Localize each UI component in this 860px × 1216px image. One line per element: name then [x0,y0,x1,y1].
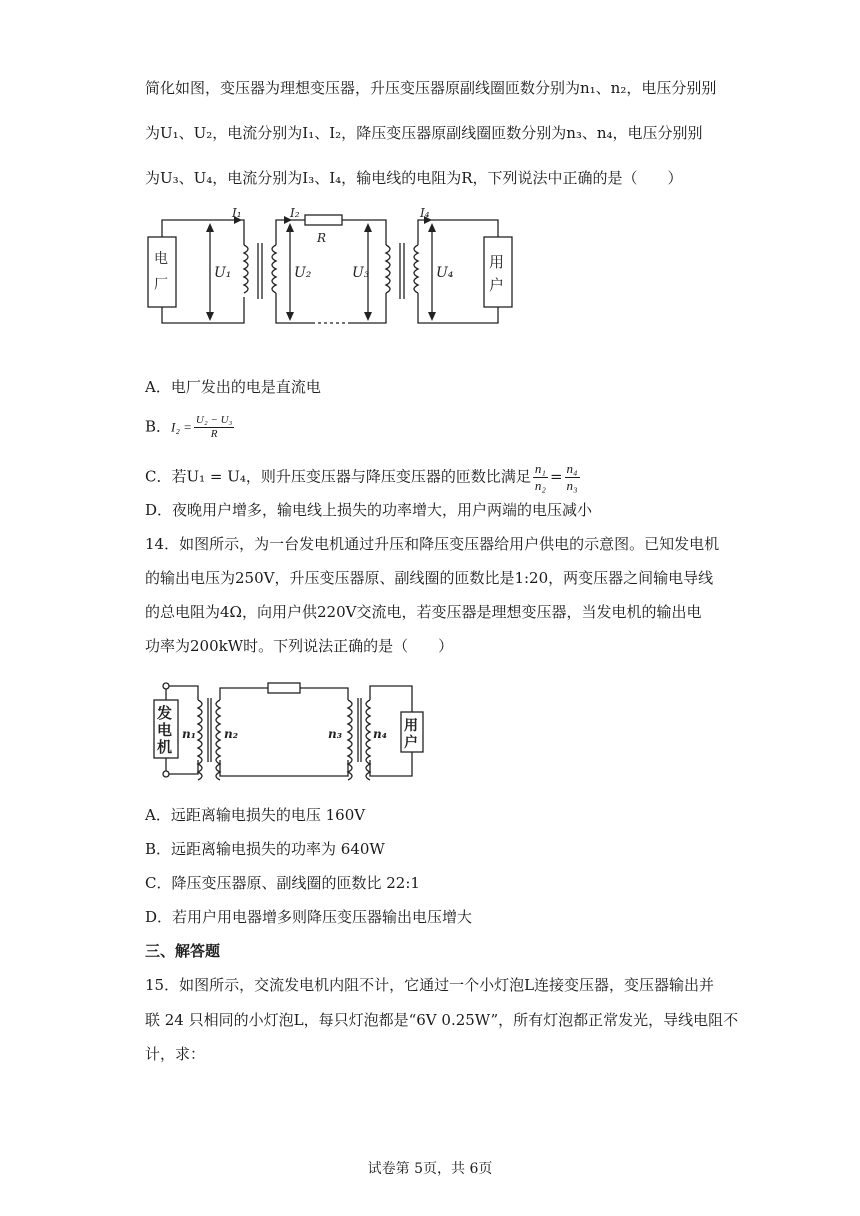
intro-line-2: 为U₁、U₂，电流分别为I₁、I₂，降压变压器原副线圈匝数分别为n₃、n₄，电压分别别 [145,124,703,142]
page-footer: 试卷第 5页，共 6页 [367,1161,493,1177]
q14-line-3: 的总电阻为4Ω，向用户供220V交流电，若变压器是理想变压器，当发电机的输出电 [145,603,702,621]
power-plant-box [148,237,176,307]
q14-option-a: A．远距离输电损失的电压 160V [145,806,366,824]
q13-option-b-lhs: I₂ = [171,419,192,435]
q14-line-2: 的输出电压为250V，升压变压器原、副线圈的匝数比是1:20，两变压器之间输电导线 [145,569,714,587]
label-U1: U₁ [214,265,232,281]
q13-c-den1: n₂ [534,478,546,493]
q13-option-b-denominator: R [210,428,218,440]
user-char-2: 户 [489,276,505,294]
label-U2: U₂ [294,265,312,281]
q13-c-eq: = [549,467,563,486]
q13-c-den2: n₃ [566,478,578,493]
gen-char-1: 发 [157,704,173,722]
intro-line-3: 为U₃、U₄，电流分别为I₃、I₄，输电线的电阻为R，下列说法中正确的是（ ） [145,169,683,187]
q15-line-3: 计，求： [145,1045,206,1063]
q14-line-4: 功率为200kW时。下列说法正确的是（ ） [145,637,454,655]
q13-option-b-numerator: U₂ − U₃ [195,414,233,426]
user2-char-1: 用 [404,718,418,734]
q13-option-b-fraction [194,414,234,441]
user-box [484,237,512,307]
label-U3: U₃ [352,265,370,281]
source-char-1: 电 [154,251,168,267]
user-char-1: 用 [489,253,505,271]
q13-option-b-prefix: B． [145,417,172,436]
label-n3: n₃ [328,727,342,741]
source-char-2: 厂 [154,277,168,293]
line-resistor [305,215,342,225]
label-I4: I₄ [420,206,430,220]
q13-option-c-fraction-2 [565,461,580,494]
gen-char-2: 电 [157,721,173,739]
transmission-diagram-1 [140,205,530,335]
label-n4: n₄ [373,727,387,741]
q14-option-c: C．降压变压器原、副线圈的匝数比 22:1 [145,874,420,892]
q14-option-b: B．远距离输电损失的功率为 640W [145,840,385,858]
q13-option-c-fraction-1 [533,461,548,494]
q13-c-num1: n₁ [534,461,546,476]
gen-char-3: 机 [157,738,173,756]
q13-option-a: A．电厂发出的电是直流电 [145,378,321,396]
q14-option-d: D．若用户用电器增多则降压变压器输出电压增大 [145,908,473,926]
q13-c-num2: n₄ [566,461,578,476]
line-resistor-2 [268,683,300,693]
label-R: R [317,231,327,245]
q13-option-c-prefix: C．若U₁ = U₄，则升压变压器与降压变压器的匝数比满足 [145,467,531,486]
label-n2: n₂ [224,727,238,741]
q15-line-2: 联 24 只相同的小灯泡L，每只灯泡都是“6V 0.25W”，所有灯泡都正常发光，导线电阻不 [145,1011,739,1029]
label-I2: I₂ [290,206,300,220]
user2-char-2: 户 [404,735,418,751]
label-U4: U₄ [436,265,454,281]
label-n1: n₁ [182,727,196,741]
label-I1: I₁ [232,206,242,220]
section-heading: 三、解答题 [145,942,221,960]
transmission-diagram-2 [148,676,428,786]
intro-line-1: 简化如图，变压器为理想变压器，升压变压器原副线圈匝数分别为n₁、n₂，电压分别别 [145,79,717,97]
q13-option-c [145,461,582,494]
q14-line-1: 14．如图所示，为一台发电机通过升压和降压变压器给用户供电的示意图。已知发电机 [145,535,720,553]
q15-line-1: 15．如图所示，交流发电机内阻不计，它通过一个小灯泡L连接变压器，变压器输出并 [145,976,715,994]
q13-option-b [145,414,236,441]
q13-option-d: D．夜晚用户增多，输电线上损失的功率增大，用户两端的电压减小 [145,501,593,519]
